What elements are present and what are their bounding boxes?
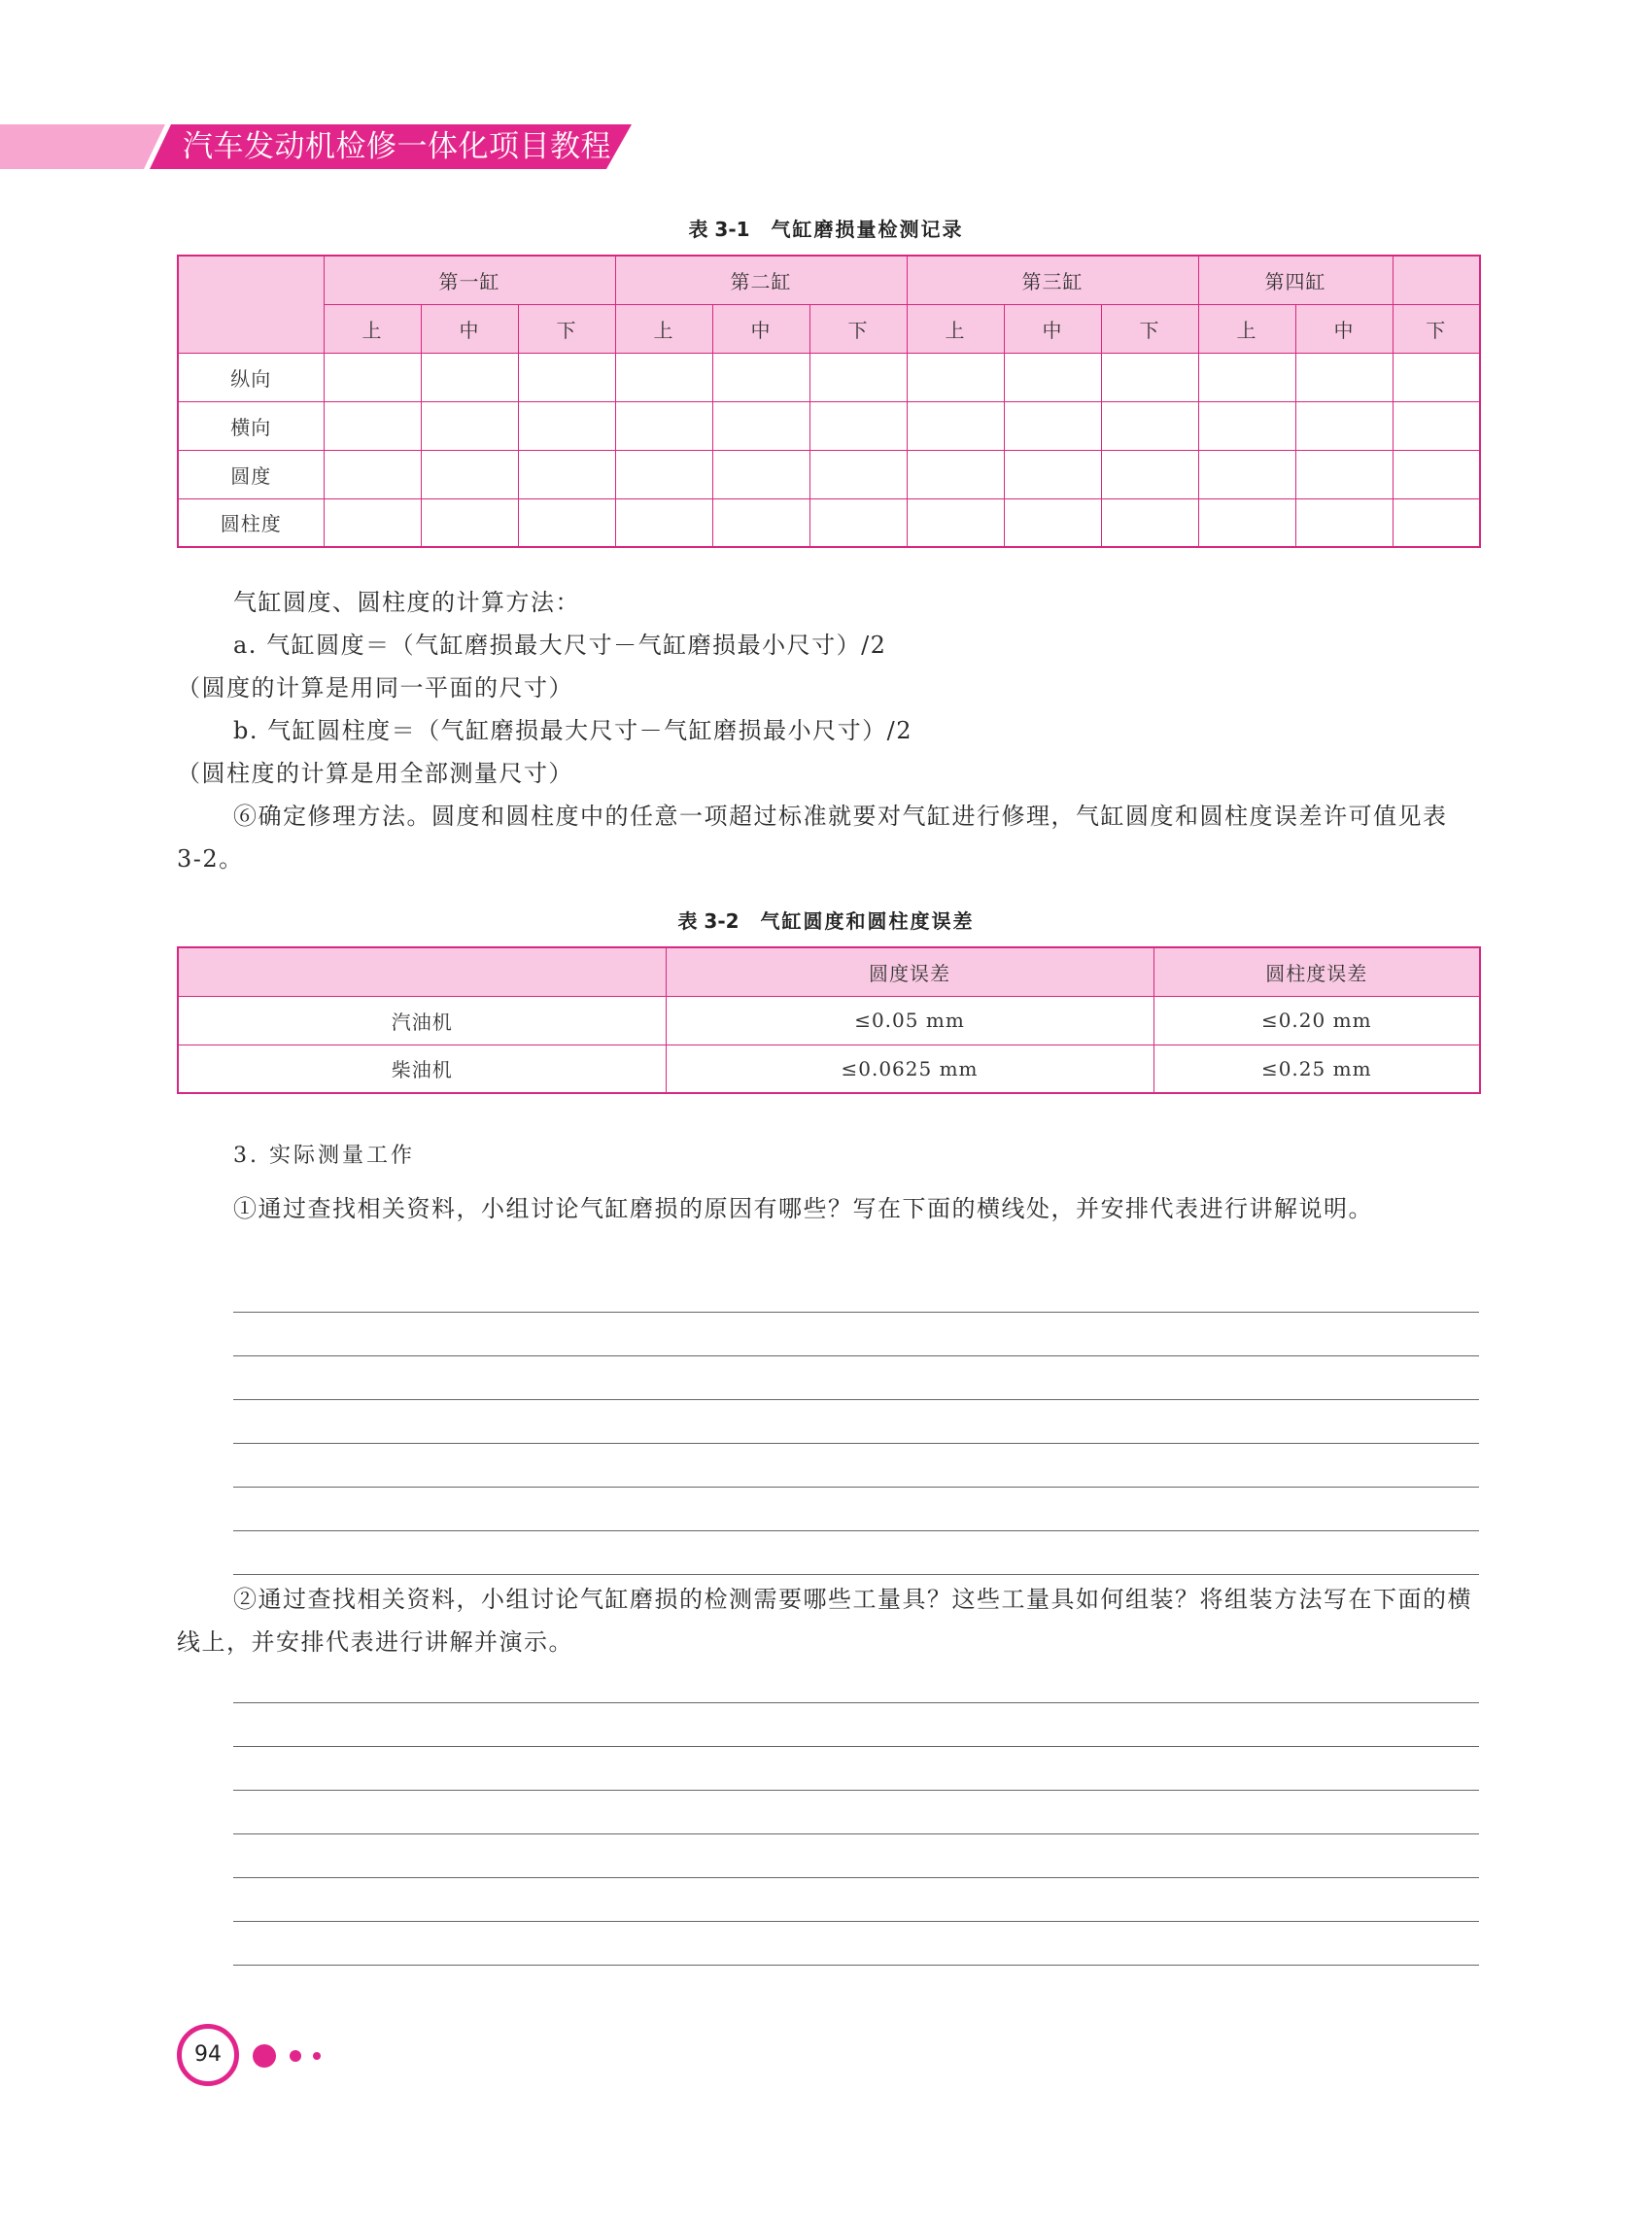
engine-cell: 柴油机 — [178, 1045, 666, 1093]
table-cylinder-wear — [177, 255, 1481, 548]
answer-line[interactable] — [233, 1921, 1479, 1922]
table-tolerance — [177, 946, 1481, 1094]
position-header: 中 — [1004, 304, 1101, 353]
calc-intro: 气缸圆度、圆柱度的计算方法： — [233, 589, 580, 616]
table-row — [178, 450, 1480, 498]
cylinder-header: 第一缸 — [324, 256, 615, 304]
position-header: 上 — [324, 304, 421, 353]
answer-line[interactable] — [233, 1790, 1479, 1791]
table1-number: 表 3-1 — [688, 218, 750, 241]
table1-caption — [0, 214, 1652, 242]
note-cylindricity: （圆柱度的计算是用全部测量尺寸） — [177, 760, 573, 787]
position-header: 中 — [1295, 304, 1393, 353]
answer-line[interactable] — [233, 1530, 1479, 1531]
formula-cylindricity: b. 气缸圆柱度＝（气缸磨损最大尺寸－气缸磨损最小尺寸）/2 — [233, 717, 912, 744]
cylinder-header: 第四缸 — [1198, 256, 1393, 304]
roundness-cell: ≤0.0625 mm — [666, 1045, 1153, 1093]
answer-line[interactable] — [233, 1312, 1479, 1313]
row-label: 纵向 — [178, 353, 324, 401]
cylinder-header-filler — [1393, 256, 1480, 304]
decor-dot-large — [253, 2044, 276, 2068]
position-header: 下 — [809, 304, 907, 353]
question-1: ①通过查找相关资料，小组讨论气缸磨损的原因有哪些？写在下面的横线处，并安排代表进行讲解说明。 — [233, 1195, 1373, 1222]
answer-line[interactable] — [233, 1702, 1479, 1703]
answer-line[interactable] — [233, 1487, 1479, 1488]
table-row — [178, 1045, 1480, 1093]
row-label: 圆柱度 — [178, 498, 324, 547]
header-cell — [178, 947, 666, 996]
table2-caption — [0, 906, 1652, 934]
position-header: 下 — [1393, 304, 1480, 353]
page-number: 94 — [177, 2024, 239, 2086]
position-header: 下 — [518, 304, 615, 353]
corner-cell — [178, 256, 324, 353]
answer-line[interactable] — [233, 1443, 1479, 1444]
book-title: 汽车发动机检修一体化项目教程 — [183, 129, 611, 164]
answer-line[interactable] — [233, 1574, 1479, 1575]
position-header: 中 — [421, 304, 518, 353]
header-banner — [0, 124, 632, 169]
answer-line[interactable] — [233, 1965, 1479, 1966]
cylinder-header: 第二缸 — [615, 256, 907, 304]
row-label: 横向 — [178, 401, 324, 450]
cylinder-header: 第三缸 — [907, 256, 1198, 304]
cylindricity-cell: ≤0.25 mm — [1153, 1045, 1480, 1093]
step6-paragraph: ⑥确定修理方法。圆度和圆柱度中的任意一项超过标准就要对气缸进行修理，气缸圆度和圆柱度误差许可值见表 3-2。 — [177, 803, 1448, 873]
table-row — [178, 498, 1480, 547]
engine-cell: 汽油机 — [178, 996, 666, 1045]
answer-line[interactable] — [233, 1877, 1479, 1878]
decor-dot-small — [313, 2052, 321, 2060]
formula-roundness: a. 气缸圆度＝（气缸磨损最大尺寸－气缸磨损最小尺寸）/2 — [233, 632, 887, 659]
table-row — [178, 996, 1480, 1045]
section-heading: 3. 实际测量工作 — [233, 1144, 415, 1168]
note-roundness: （圆度的计算是用同一平面的尺寸） — [177, 674, 573, 702]
table1-title: 气缸磨损量检测记录 — [771, 218, 964, 241]
question-2: ②通过查找相关资料，小组讨论气缸磨损的检测需要哪些工量具？这些工量具如何组装？将组装方法写在下面的横线上，并安排代表进行讲解并演示。 — [177, 1586, 1472, 1656]
answer-line[interactable] — [233, 1399, 1479, 1400]
position-header: 上 — [1198, 304, 1295, 353]
position-header: 中 — [712, 304, 809, 353]
decor-dot-medium — [290, 2050, 301, 2062]
answer-line[interactable] — [233, 1833, 1479, 1834]
roundness-cell: ≤0.05 mm — [666, 996, 1153, 1045]
header-roundness: 圆度误差 — [666, 947, 1153, 996]
header-cylindricity: 圆柱度误差 — [1153, 947, 1480, 996]
table2-number: 表 3-2 — [677, 909, 740, 933]
cylindricity-cell: ≤0.20 mm — [1153, 996, 1480, 1045]
table-row — [178, 401, 1480, 450]
answer-line[interactable] — [233, 1746, 1479, 1747]
table2-title: 气缸圆度和圆柱度误差 — [760, 909, 975, 933]
answer-line[interactable] — [233, 1355, 1479, 1356]
position-header: 下 — [1101, 304, 1198, 353]
table-row — [178, 353, 1480, 401]
position-header: 上 — [907, 304, 1004, 353]
row-label: 圆度 — [178, 450, 324, 498]
position-header: 上 — [615, 304, 712, 353]
